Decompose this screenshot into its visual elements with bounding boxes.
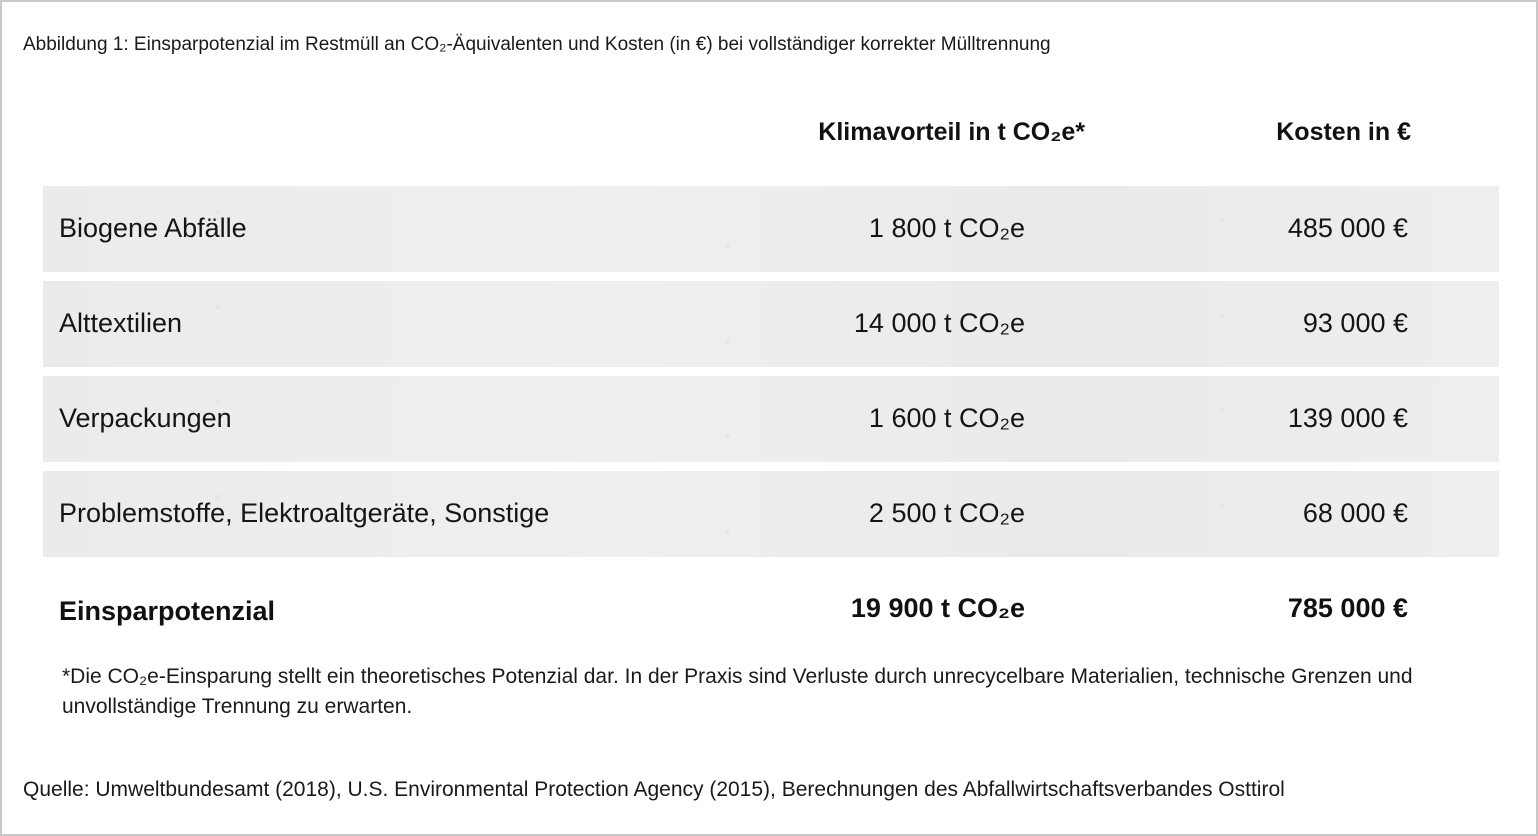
row-kosten-value: 139 000 € [1287,403,1408,433]
row-label: Biogene Abfälle [59,213,247,243]
row-klima-value: 2 500 t CO₂e [868,498,1025,528]
row-label: Verpackungen [59,403,232,433]
total-row [43,590,1499,630]
header-klimavorteil: Klimavorteil in t CO₂e* [818,118,1085,146]
row-kosten-value: 93 000 € [1302,308,1408,338]
table-row [43,471,1499,557]
figure-caption: Abbildung 1: Einsparpotenzial im Restmüll an CO₂-Äquivalenten und Kosten (in €) bei vollständiger korrekter Mülltrennung [23,34,1051,55]
total-label: Einsparpotenzial [59,596,276,626]
row-kosten-value: 68 000 € [1302,498,1408,528]
footnote: *Die CO₂e-Einsparung stellt ein theoretisches Potenzial dar. In der Praxis sind Verluste durch unrecycelbare Materialien, technische Grenzen und unvollständige Trennung zu erwarten. [62,665,1413,718]
row-klima-value: 14 000 t CO₂e [853,308,1025,338]
table-row [43,376,1499,462]
header-kosten: Kosten in € [1276,118,1411,146]
table-row [43,281,1499,367]
row-klima-value: 1 600 t CO₂e [868,403,1025,433]
source-line: Quelle: Umweltbundesamt (2018), U.S. Environmental Protection Agency (2015), Berechnungen des Abfallwirtschaftsverbandes Osttirol [23,778,1285,801]
total-klima-value: 19 900 t CO₂e [850,593,1025,623]
total-kosten-value: 785 000 € [1287,593,1408,623]
table-row [43,186,1499,272]
row-kosten-value: 485 000 € [1287,213,1408,243]
row-label: Alttextilien [59,308,183,338]
row-label: Problemstoffe, Elektroaltgeräte, Sonstige [59,498,550,528]
row-klima-value: 1 800 t CO₂e [868,213,1025,243]
